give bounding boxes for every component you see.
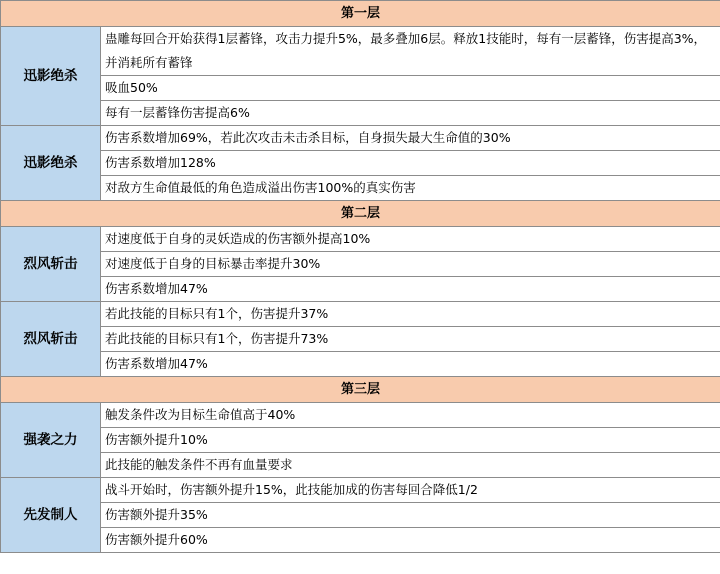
- skill-effect: 若此技能的目标只有1个，伤害提升37%: [101, 302, 720, 327]
- tier-title: 第三层: [1, 377, 720, 403]
- skill-effect: 吸血50%: [101, 76, 720, 101]
- skill-effect: 若此技能的目标只有1个，伤害提升73%: [101, 327, 720, 352]
- skill-name: 强袭之力: [1, 403, 101, 478]
- skill-row: [1, 252, 720, 277]
- skill-row: [1, 478, 720, 503]
- skill-effect: 此技能的触发条件不再有血量要求: [101, 453, 720, 478]
- skill-row: [1, 327, 720, 352]
- skill-effect: 伤害额外提升10%: [101, 428, 720, 453]
- skill-effect: 触发条件改为目标生命值高于40%: [101, 403, 720, 428]
- skill-effect: 蛊雕每回合开始获得1层蓄锋，攻击力提升5%，最多叠加6层。释放1技能时，每有一层蓄锋，伤害提高3%，并消耗所有蓄锋: [101, 27, 720, 76]
- skill-effect: 伤害系数增加47%: [101, 277, 720, 302]
- skill-row: [1, 27, 720, 76]
- skill-effect: 对速度低于自身的目标暴击率提升30%: [101, 252, 720, 277]
- skill-row: [1, 227, 720, 252]
- tier-header-row: [1, 377, 720, 403]
- skill-row: [1, 151, 720, 176]
- skill-name: 先发制人: [1, 478, 101, 553]
- skill-row: [1, 352, 720, 377]
- skill-effect: 对速度低于自身的灵妖造成的伤害额外提高10%: [101, 227, 720, 252]
- tier-header-row: [1, 1, 720, 27]
- skill-row: [1, 302, 720, 327]
- skill-row: [1, 528, 720, 553]
- skill-row: [1, 428, 720, 453]
- skill-effect: 伤害系数增加128%: [101, 151, 720, 176]
- skill-row: [1, 101, 720, 126]
- tier-title: 第二层: [1, 201, 720, 227]
- tier-title: 第一层: [1, 1, 720, 27]
- skill-effect: 伤害系数增加69%，若此次攻击未击杀目标，自身损失最大生命值的30%: [101, 126, 720, 151]
- skill-row: [1, 76, 720, 101]
- skill-row: [1, 176, 720, 201]
- skill-effect: 伤害额外提升35%: [101, 503, 720, 528]
- skill-name: 迅影绝杀: [1, 126, 101, 201]
- skill-row: [1, 126, 720, 151]
- skill-effect: 伤害额外提升60%: [101, 528, 720, 553]
- skill-name: 烈风斩击: [1, 302, 101, 377]
- skill-name: 迅影绝杀: [1, 27, 101, 126]
- skill-effect: 战斗开始时，伤害额外提升15%，此技能加成的伤害每回合降低1/2: [101, 478, 720, 503]
- skill-row: [1, 403, 720, 428]
- skill-row: [1, 503, 720, 528]
- tier-header-row: [1, 201, 720, 227]
- skill-effect: 每有一层蓄锋伤害提高6%: [101, 101, 720, 126]
- skill-effect: 对敌方生命值最低的角色造成溢出伤害100%的真实伤害: [101, 176, 720, 201]
- skill-effect: 伤害系数增加47%: [101, 352, 720, 377]
- skill-name: 烈风斩击: [1, 227, 101, 302]
- skill-row: [1, 277, 720, 302]
- skill-row: [1, 453, 720, 478]
